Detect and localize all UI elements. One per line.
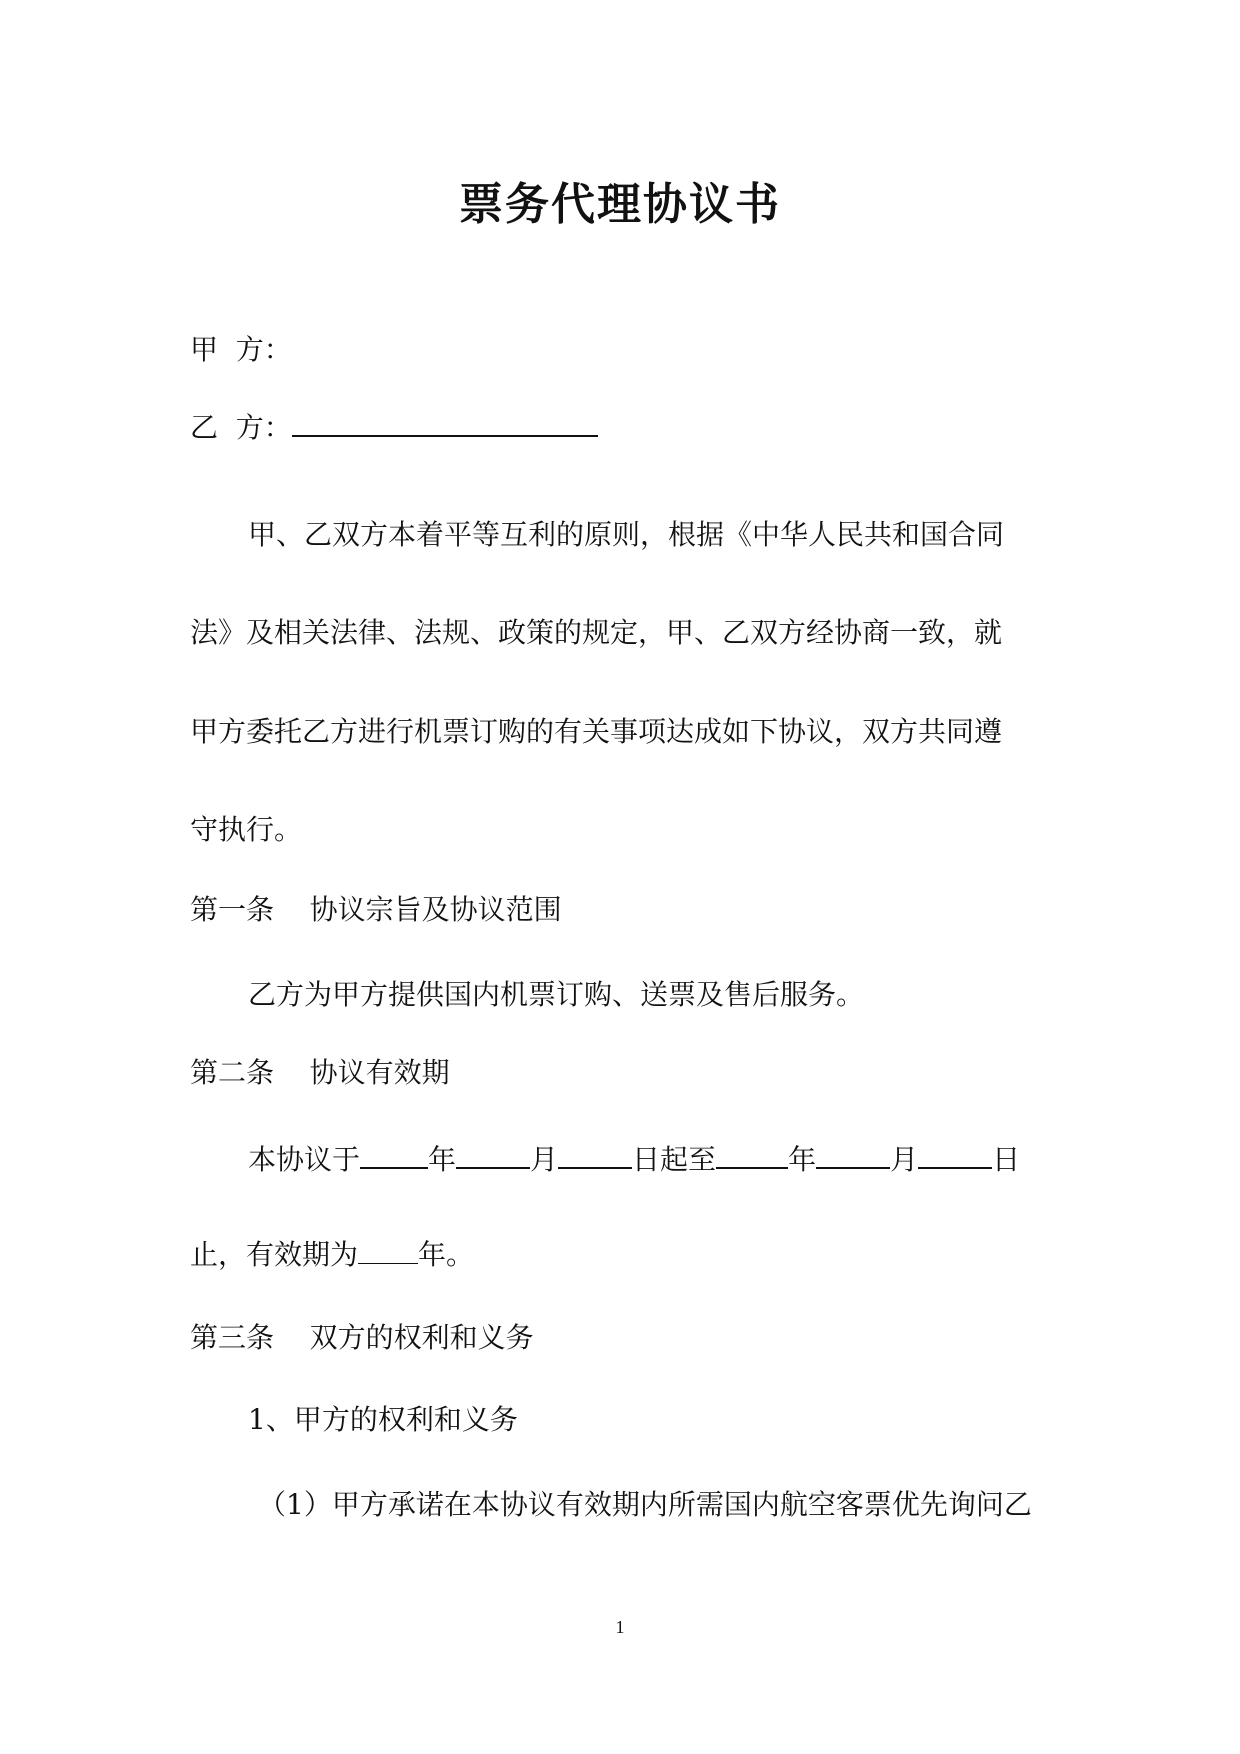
preamble-line-4: 守执行。: [190, 813, 303, 846]
page-number: 1: [615, 1617, 625, 1637]
article2-seg-3: 日起至: [632, 1143, 717, 1176]
validity-suffix: 年。: [418, 1238, 475, 1271]
start-day-blank[interactable]: [558, 1141, 632, 1169]
party-b-line: [190, 408, 598, 448]
article2-seg-1: 年: [428, 1143, 457, 1176]
validity-years-blank[interactable]: [358, 1237, 418, 1264]
article2-seg-5: 月: [890, 1143, 919, 1176]
preamble-line-2: 法》及相关法律、法规、政策的规定，甲、乙双方经协商一致，就: [190, 616, 1003, 649]
end-day-blank[interactable]: [918, 1141, 992, 1169]
article1-body: 乙方为甲方提供国内机票订购、送票及售后服务。: [248, 978, 865, 1011]
article2-seg-2: 月: [530, 1143, 559, 1176]
article2-heading: 第二条 协议有效期: [190, 1056, 450, 1089]
party-a-line: [190, 330, 292, 370]
article3-sub1: 1、甲方的权利和义务: [248, 1403, 518, 1436]
preamble-line-1: 甲、乙双方本着平等互利的原则，根据《中华人民共和国合同: [248, 518, 1005, 551]
article3-item1: （1）甲方承诺在本协议有效期内所需国内航空客票优先询问乙: [258, 1488, 1032, 1521]
preamble-line-3: 甲方委托乙方进行机票订购的有关事项达成如下协议，双方共同遵: [190, 715, 1003, 748]
article2-validity-line: [190, 1235, 474, 1275]
document-title: 票务代理协议书: [459, 179, 781, 230]
article2-dates-line: [248, 1140, 1020, 1180]
party-a-label: 甲 方：: [190, 333, 292, 366]
article2-seg-6: 日: [992, 1143, 1021, 1176]
validity-prefix: 止，有效期为: [190, 1238, 359, 1271]
article3-heading: 第三条 双方的权利和义务: [190, 1321, 534, 1354]
article2-seg-4: 年: [788, 1143, 817, 1176]
party-b-label: 乙 方：: [190, 411, 292, 444]
end-month-blank[interactable]: [816, 1141, 890, 1169]
article2-seg-0: 本协议于: [248, 1143, 361, 1176]
article1-heading: 第一条 协议宗旨及协议范围: [190, 893, 562, 926]
start-month-blank[interactable]: [456, 1141, 530, 1169]
party-b-blank[interactable]: [292, 409, 598, 437]
end-year-blank[interactable]: [716, 1141, 788, 1169]
start-year-blank[interactable]: [360, 1141, 428, 1169]
